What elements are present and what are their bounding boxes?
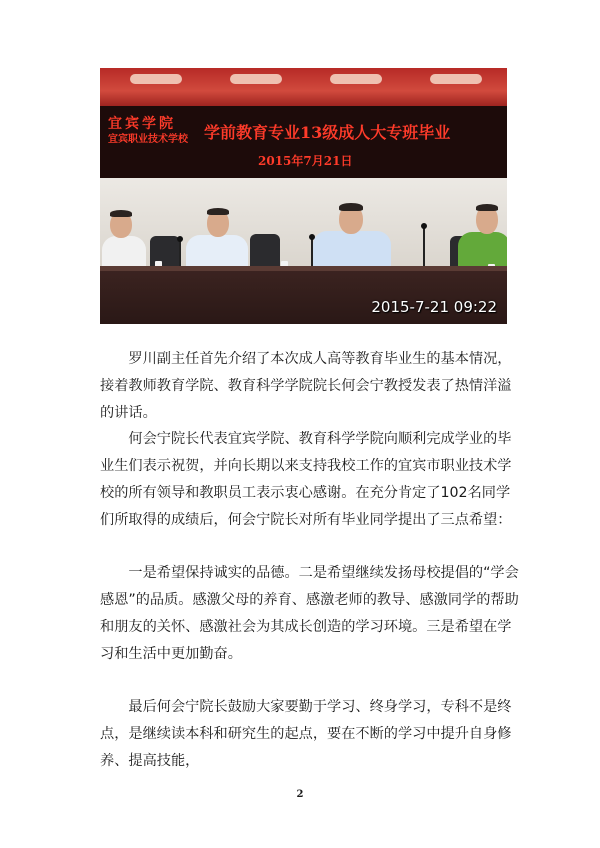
paragraph-3: 一是希望保持诚实的品德。二是希望继续发扬母校提倡的“学会感恩”的品质。感激父母的养育、感激老师的教导、感激同学的帮助和朋友的关怀、感激社会为其成长创造的学习环境。三是希望在学习和生活中更加勤奋。 <box>100 565 519 662</box>
ceiling-light <box>230 74 282 84</box>
meeting-photo <box>100 68 507 324</box>
page-number: 2 <box>296 789 304 800</box>
microphone-head <box>177 236 183 242</box>
photo-timestamp: 2015-7-21 09:22 <box>371 298 497 316</box>
led-school-block <box>108 116 188 146</box>
ceiling-light <box>330 74 382 84</box>
microphone-head <box>309 234 315 240</box>
paragraph-2: 何会宁院长代表宜宾学院、教育科学学院向顺利完成学业的毕业生们表示祝贺，并向长期以来支持我校工作的宜宾市职业技术学校的所有领导和教职员工表示衷心感谢。在充分肯定了102名同学们所取得的成绩后，何会宁院长对所有毕业同学提出了三点希望： <box>100 431 512 528</box>
paragraph-1: 罗川副主任首先介绍了本次成人高等教育毕业生的基本情况，接着教师教育学院、教育科学学院院长何会宁教授发表了热情洋溢的讲话。 <box>100 351 512 421</box>
paragraph-4: 最后何会宁院长鼓励大家要勤于学习、终身学习，专科不是终点，是继续读本科和研究生的起点，要在不断的学习中提升自身修养、提高技能， <box>100 699 512 769</box>
microphone-head <box>421 223 427 229</box>
led-title: 学前教育专业13级成人大专班毕业 <box>204 123 451 142</box>
led-school-name: 宜宾学院 <box>108 116 176 132</box>
led-school-name-2: 宜宾职业技术学校 <box>108 133 188 145</box>
ceiling-light <box>130 74 182 84</box>
ceiling <box>100 68 507 106</box>
led-banner <box>100 106 507 178</box>
led-date: 2015年7月21日 <box>258 154 353 168</box>
ceiling-light <box>430 74 482 84</box>
